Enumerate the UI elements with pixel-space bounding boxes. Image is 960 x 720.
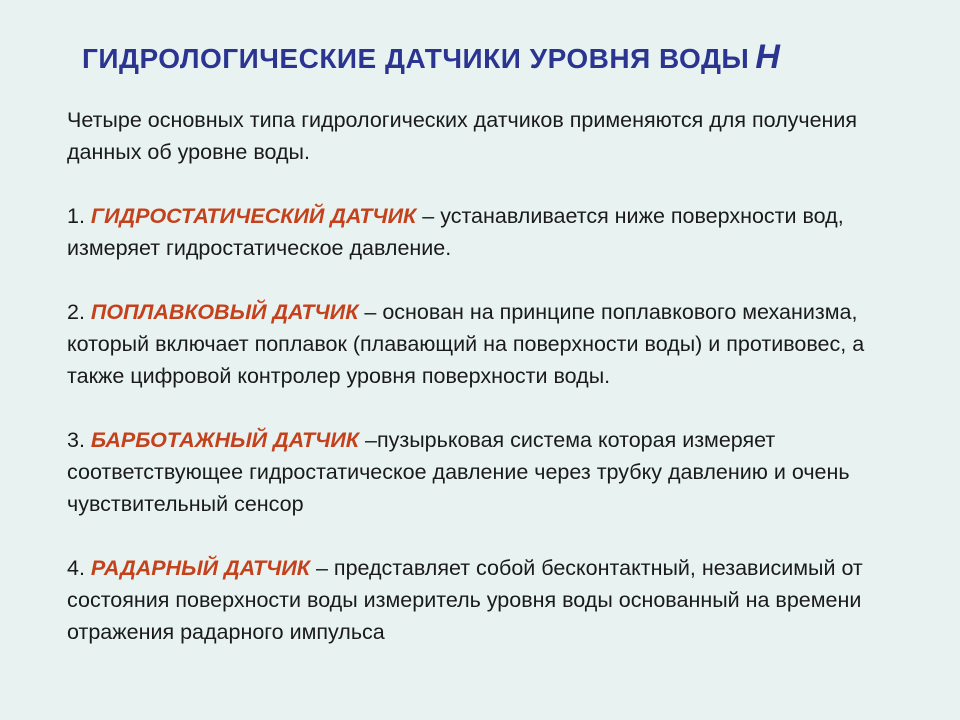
- item-number: 2.: [67, 300, 85, 324]
- item-number: 1.: [67, 204, 85, 228]
- sensor-term: ГИДРОСТАТИЧЕСКИЙ ДАТЧИК: [90, 204, 417, 228]
- sensor-item-bubbler: [67, 424, 927, 520]
- slide-title-text: ГИДРОЛОГИЧЕСКИЕ ДАТЧИКИ УРОВНЯ ВОДЫ: [82, 43, 750, 74]
- sensor-description: – основан на принципе поплавкового механизма, который включает поплавок (плавающий на поверхности воды) и противовес, а также цифровой контролер уровня поверхности воды.: [67, 300, 865, 388]
- sensor-term: БАРБОТАЖНЫЙ ДАТЧИК: [90, 428, 360, 452]
- slide-title-suffix: H: [755, 38, 781, 76]
- sensor-description: –пузырьковая система которая измеряет соответствующее гидростатическое давление через трубку давлению и очень чувствительный сенсор: [67, 428, 850, 516]
- sensor-description: – устанавливается ниже поверхности вод, измеряет гидростатическое давление.: [67, 204, 844, 260]
- slide-body: [67, 104, 927, 648]
- sensor-item-radar: [67, 552, 927, 648]
- item-number: 3.: [67, 428, 85, 452]
- sensor-item-hydrostatic: [67, 200, 927, 264]
- sensor-term: ПОПЛАВКОВЫЙ ДАТЧИК: [90, 300, 359, 324]
- sensor-term: РАДАРНЫЙ ДАТЧИК: [90, 556, 311, 580]
- slide-title: [82, 38, 902, 77]
- intro-paragraph: Четыре основных типа гидрологических датчиков применяются для получения данных об уровне воды.: [67, 108, 858, 164]
- item-number: 4.: [67, 556, 85, 580]
- sensor-item-float: [67, 296, 927, 392]
- sensor-description: – представляет собой бесконтактный, независимый от состояния поверхности воды измеритель уровня воды основанный на времени отражения радарного импульса: [67, 556, 863, 644]
